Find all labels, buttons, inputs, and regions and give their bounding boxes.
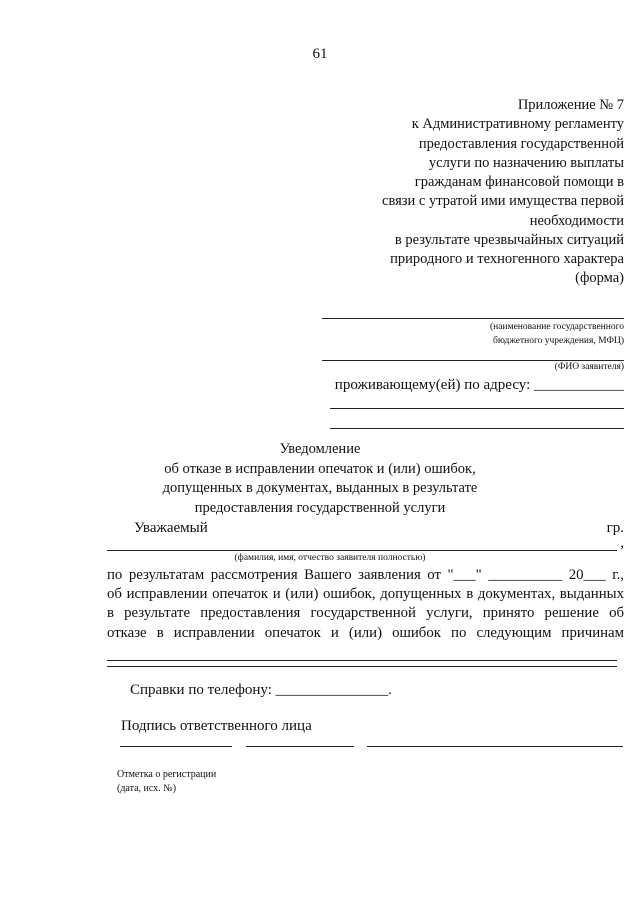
signature-line-position — [120, 746, 232, 747]
body-text — [107, 566, 624, 643]
institution-caption-2: бюджетного учреждения, МФЦ) — [493, 336, 624, 346]
salutation-left: Уважаемый — [134, 520, 208, 536]
registration-line-1: Отметка о регистрации — [117, 769, 217, 780]
appendix-line: природного и техногенного характера — [390, 251, 624, 268]
appendix-line: гражданам финансовой помощи в — [414, 174, 624, 191]
address-label: проживающему(ей) по адресу: ____________ — [334, 377, 624, 393]
appendix-line: Приложение № 7 — [517, 97, 624, 113]
form-label: (форма) — [575, 270, 624, 286]
appendix-line: в результате чрезвычайных ситуаций — [394, 232, 624, 249]
body-line: по результатам рассмотрения Вашего заявления от "___" __________ 20___ г., — [107, 567, 624, 583]
address-blank-line-2 — [330, 428, 624, 429]
appendix-header — [324, 96, 624, 270]
body-line: в результате предоставления государственной услуги, принято решение об — [107, 605, 624, 622]
body-line: об исправлении опечаток и (или) ошибок, допущенных в документах, выданных — [107, 586, 624, 603]
page-number: 61 — [312, 46, 328, 62]
body-line: отказе в исправлении опечаток и (или) ошибок по следующим причинам — [107, 624, 624, 641]
appendix-line: услуги по назначению выплаты — [428, 154, 624, 171]
appendix-line: предоставления государственной — [418, 135, 624, 152]
salutation-comma: , — [620, 535, 624, 551]
registration-note — [117, 768, 216, 796]
salutation-right: гр. — [606, 520, 624, 536]
name-blank-line — [107, 550, 617, 551]
institution-caption-1: (наименование государственного — [490, 322, 624, 332]
title-line: об отказе в исправлении опечаток и (или) ошибок, — [164, 460, 476, 477]
signature-line-name — [367, 746, 623, 747]
phone-label: Справки по телефону: _______________. — [130, 682, 392, 698]
title-line: Уведомление — [279, 441, 361, 457]
signature-label: Подпись ответственного лица — [121, 718, 312, 734]
reason-blank-line-2 — [107, 666, 617, 667]
appendix-line: необходимости — [529, 212, 624, 229]
title-line: предоставления государственной услуги — [194, 499, 446, 516]
applicant-caption: (ФИО заявителя) — [554, 362, 624, 372]
appendix-line: связи с утратой ими имущества первой — [382, 193, 624, 210]
address-blank-line-1 — [330, 408, 624, 409]
institution-blank-line — [322, 318, 624, 319]
appendix-line: к Административному регламенту — [411, 116, 624, 133]
name-caption: (фамилия, имя, отчество заявителя полностью) — [234, 553, 426, 563]
applicant-blank-line — [322, 360, 624, 361]
registration-line-2: (дата, исх. №) — [117, 783, 177, 794]
notice-title — [0, 440, 640, 518]
reason-blank-line-1 — [107, 660, 617, 661]
signature-line-sign — [246, 746, 354, 747]
title-line: допущенных в документах, выданных в результате — [162, 480, 478, 496]
